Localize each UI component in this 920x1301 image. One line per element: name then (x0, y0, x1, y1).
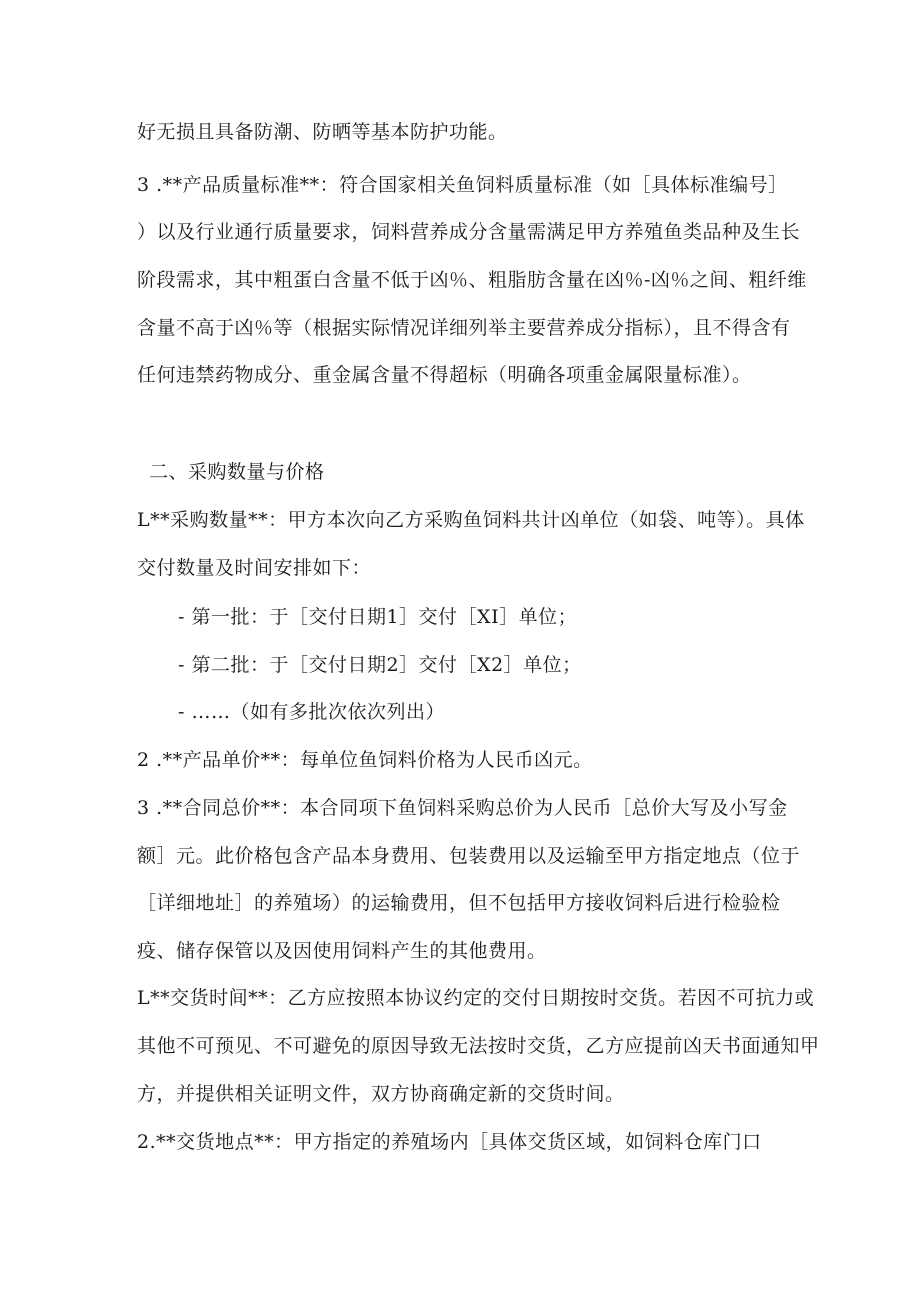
paragraph-line: 阶段需求，其中粗蛋白含量不低于凶％、粗脂肪含量在凶％-凶％之间、粗纤维 (137, 269, 807, 291)
section-heading: 二、采购数量与价格 (149, 461, 325, 483)
list-item: - 第二批：于［交付日期2］交付［X2］单位； (178, 654, 582, 676)
paragraph-line: 方，并提供相关证明文件，双方协商确定新的交货时间。 (137, 1083, 625, 1105)
paragraph-line: ）以及行业通行质量要求，饲料营养成分含量需满足甲方养殖鱼类品种及生长 (137, 221, 801, 243)
paragraph-line: ［详细地址］的养殖场）的运输费用，但不包括甲方接收饲料后进行检验检 (137, 892, 781, 914)
paragraph-line: 2 .**产品单价**：每单位鱼饲料价格为人民币凶元。 (137, 749, 593, 771)
paragraph-line: 其他不可预见、不可避免的原因导致无法按时交货，乙方应提前凶天书面通知甲 (137, 1035, 820, 1057)
paragraph-line: 交付数量及时间安排如下： (137, 557, 372, 579)
list-item: - 第一批：于［交付日期1］交付［XI］单位； (178, 606, 578, 628)
paragraph-line: 含量不高于凶％等（根据实际情况详细列举主要营养成分指标），且不得含有 (137, 317, 791, 339)
paragraph-line: 3 .**合同总价**：本合同项下鱼饲料采购总价为人民币［总价大写及小写金 (137, 797, 788, 819)
list-item: - ……（如有多批次依次列出） (178, 701, 445, 723)
paragraph-line: 疫、储存保管以及因使用饲料产生的其他费用。 (137, 940, 547, 962)
paragraph-line: 任何违禁药物成分、重金属含量不得超标（明确各项重金属限量标准）。 (137, 364, 752, 386)
paragraph-line: 2.**交货地点**：甲方指定的养殖场内［具体交货区域，如饲料仓库门口 (137, 1131, 762, 1153)
paragraph-line: 好无损且具备防潮、防晒等基本防护功能。 (137, 121, 508, 143)
paragraph-line: L**交货时间**：乙方应按照本协议约定的交付日期按时交货。若因不可抗力或 (137, 987, 815, 1009)
paragraph-line: L**采购数量**：甲方本次向乙方采购鱼饲料共计凶单位（如袋、吨等）。具体 (137, 509, 805, 531)
paragraph-line: 额］元。此价格包含产品本身费用、包装费用以及运输至甲方指定地点（位于 (137, 845, 801, 867)
paragraph-line: 3 .**产品质量标准**：符合国家相关鱼饲料质量标准（如［具体标准编号］ (137, 174, 788, 196)
